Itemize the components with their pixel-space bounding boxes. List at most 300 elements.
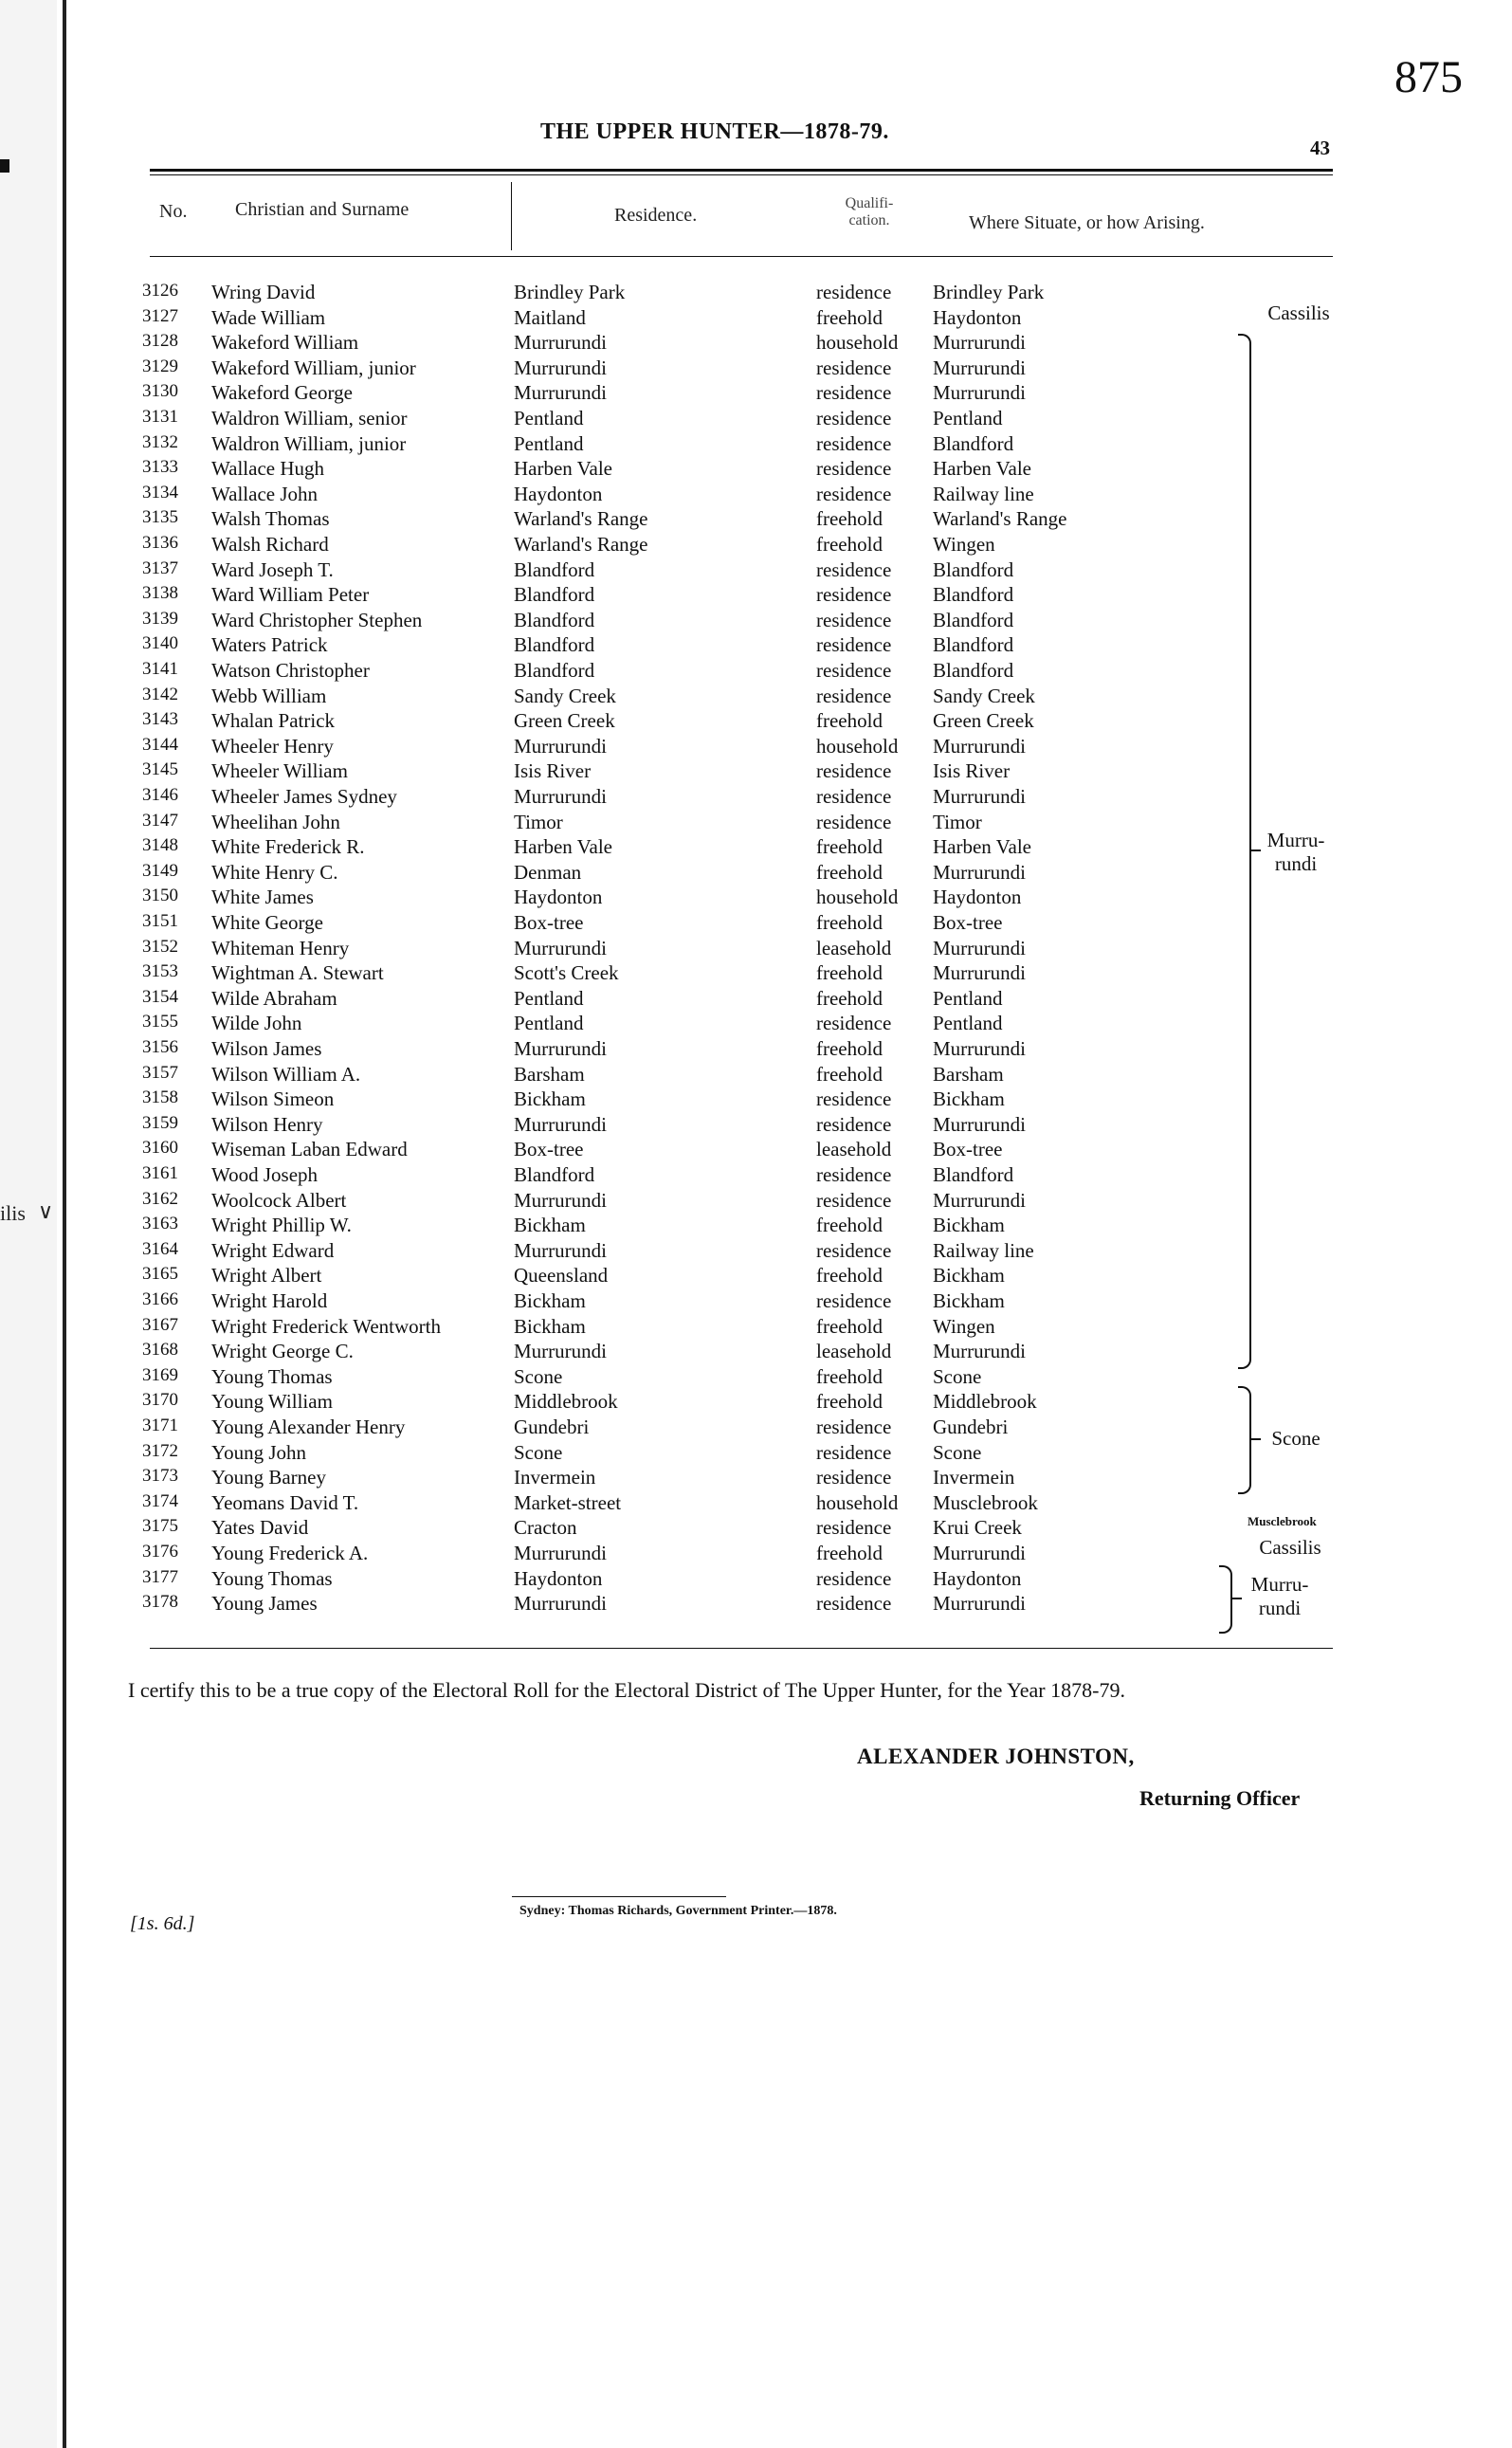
voter-number: 3172 [142, 1440, 178, 1461]
voter-name: Wallace Hugh [211, 457, 325, 481]
voter-qualification: residence [816, 759, 892, 783]
qualification-location: Blandford [933, 633, 1014, 657]
qualification-location: Bickham [933, 1264, 1005, 1288]
table-row [66, 331, 1232, 356]
qualification-location: Murrurundi [933, 1340, 1026, 1363]
qualification-location: Bickham [933, 1087, 1005, 1111]
voter-qualification: freehold [816, 911, 883, 934]
voter-name: Wakeford William [211, 331, 359, 355]
voter-name: White Frederick R. [211, 835, 365, 859]
voter-residence: Blandford [514, 608, 595, 631]
voter-residence: Maitland [514, 305, 586, 329]
voter-residence: Warland's Range [514, 507, 648, 531]
table-row [66, 659, 1232, 685]
running-head: THE UPPER HUNTER—1878-79. [540, 119, 889, 144]
voter-number: 3126 [142, 281, 178, 301]
voter-number: 3134 [142, 482, 178, 502]
group-label-murrurundi-2-b: rundi [1258, 1597, 1302, 1619]
voter-number: 3177 [142, 1566, 178, 1587]
voter-name: Young Frederick A. [211, 1542, 369, 1564]
voter-name: Wilson Simeon [211, 1087, 335, 1111]
group-brace-murrurundi-1 [1238, 334, 1251, 1369]
table-row [66, 1441, 1232, 1467]
qualification-location: Gundebri [933, 1416, 1009, 1438]
voter-number: 3167 [142, 1314, 178, 1335]
voter-name: Woolcock Albert [211, 1188, 347, 1212]
voter-residence: Murrurundi [514, 785, 607, 808]
table-row [66, 1516, 1232, 1542]
qualification-location: Blandford [933, 557, 1014, 581]
voter-qualification: leasehold [816, 936, 892, 959]
table-row [66, 1390, 1232, 1416]
voter-qualification: residence [816, 482, 892, 505]
voter-name: White Henry C. [211, 860, 338, 884]
voter-qualification: freehold [816, 709, 883, 733]
voter-residence: Murrurundi [514, 1238, 607, 1262]
voter-name: Waldron William, senior [211, 407, 408, 429]
table-row [66, 457, 1232, 483]
voter-number: 3168 [142, 1340, 178, 1361]
qualification-location: Middlebrook [933, 1390, 1037, 1414]
qualification-location: Pentland [933, 986, 1003, 1010]
table-row [66, 1214, 1232, 1239]
voter-qualification: residence [816, 1087, 892, 1111]
voter-name: Wade William [211, 305, 326, 329]
voter-number: 3164 [142, 1238, 178, 1259]
voter-residence: Murrurundi [514, 1542, 607, 1564]
voter-residence: Queensland [514, 1264, 609, 1288]
voter-qualification: residence [816, 1112, 892, 1136]
voter-number: 3131 [142, 407, 178, 427]
table-row [66, 911, 1232, 937]
voter-name: Wright Harold [211, 1289, 328, 1312]
voter-qualification: household [816, 1490, 899, 1514]
voter-residence: Harben Vale [514, 835, 612, 859]
table-row [66, 785, 1232, 811]
voter-name: Wheelihan John [211, 810, 340, 833]
voter-qualification: household [816, 734, 899, 758]
voter-residence: Murrurundi [514, 1592, 607, 1616]
voter-name: Young James [211, 1592, 318, 1616]
voter-number: 3153 [142, 961, 178, 982]
voter-residence: Harben Vale [514, 457, 612, 481]
voter-qualification: freehold [816, 986, 883, 1010]
voter-qualification: residence [816, 810, 892, 833]
qualification-location: Bickham [933, 1214, 1005, 1237]
qualification-location: Scone [933, 1440, 982, 1464]
table-row [66, 1315, 1232, 1341]
voter-qualification: freehold [816, 1264, 883, 1288]
voter-qualification: residence [816, 684, 892, 707]
voter-residence: Haydonton [514, 482, 603, 505]
voter-name: Wiseman Laban Edward [211, 1138, 408, 1161]
voter-name: Wring David [211, 281, 316, 303]
table-row [66, 1416, 1232, 1441]
voter-qualification: freehold [816, 860, 883, 884]
voter-residence: Scott's Creek [514, 961, 619, 985]
voter-qualification: residence [816, 1012, 892, 1035]
qualification-location: Murrurundi [933, 936, 1026, 959]
voter-qualification: leasehold [816, 1138, 892, 1161]
voter-name: Young William [211, 1390, 333, 1414]
table-row [66, 407, 1232, 432]
voter-name: Wilde John [211, 1012, 302, 1035]
voter-number: 3176 [142, 1542, 178, 1562]
table-row [66, 432, 1232, 458]
table-row [66, 1365, 1232, 1391]
group-brace-tip-murrurundi-1 [1251, 849, 1261, 851]
voter-residence: Timor [514, 810, 563, 833]
voter-residence: Middlebrook [514, 1390, 618, 1414]
voter-residence: Bickham [514, 1214, 586, 1237]
voter-qualification: residence [816, 1566, 892, 1590]
voter-name: Wright Phillip W. [211, 1214, 352, 1237]
table-row [66, 1239, 1232, 1265]
table-row [66, 1264, 1232, 1289]
voter-number: 3141 [142, 659, 178, 679]
table-row [66, 709, 1232, 735]
voter-qualification: household [816, 331, 899, 355]
header-top-rule [150, 169, 1333, 172]
certification-statement: I certify this to be a true copy of the Electoral Roll for the Electoral District of The Upper Hunter, for the Year 1878-79. [128, 1678, 1125, 1702]
qualification-location: Blandford [933, 583, 1014, 607]
voter-number: 3170 [142, 1390, 178, 1411]
voter-residence: Bickham [514, 1314, 586, 1338]
table-row [66, 1063, 1232, 1088]
voter-qualification: residence [816, 1516, 892, 1540]
qualification-location: Pentland [933, 1012, 1003, 1035]
voter-qualification: residence [816, 381, 892, 405]
voter-qualification: freehold [816, 1542, 883, 1564]
voter-residence: Pentland [514, 407, 584, 429]
qualification-location: Invermein [933, 1466, 1015, 1489]
qualification-location: Murrurundi [933, 785, 1026, 808]
voter-qualification: residence [816, 1188, 892, 1212]
column-header-qualification: Qualifi- cation. [845, 195, 894, 228]
column-header-name: Christian and Surname [235, 199, 410, 220]
voter-name: Walsh Richard [211, 533, 329, 556]
qualification-location: Blandford [933, 608, 1014, 631]
voter-residence: Green Creek [514, 709, 615, 733]
voter-name: Ward Joseph T. [211, 557, 334, 581]
qualification-location: Scone [933, 1364, 982, 1388]
facing-page-edge [0, 0, 63, 2448]
voter-number: 3152 [142, 936, 178, 957]
voter-qualification: residence [816, 407, 892, 429]
table-row [66, 1113, 1232, 1139]
qualification-location: Murrurundi [933, 331, 1026, 355]
voter-name: Wright Edward [211, 1238, 335, 1262]
voter-qualification: residence [816, 281, 892, 303]
voter-qualification: residence [816, 1592, 892, 1616]
voter-residence: Bickham [514, 1289, 586, 1312]
voter-name: Wheeler James Sydney [211, 785, 397, 808]
voter-residence: Murrurundi [514, 1037, 607, 1060]
voter-number: 3138 [142, 583, 178, 604]
voter-number: 3146 [142, 785, 178, 805]
table-row [66, 1138, 1232, 1163]
group-brace-murrurundi-2 [1219, 1565, 1232, 1634]
voter-name: Wightman A. Stewart [211, 961, 384, 985]
voter-residence: Bickham [514, 1087, 586, 1111]
column-header-no: No. [159, 201, 188, 222]
voter-residence: Sandy Creek [514, 684, 616, 707]
imprint-rule [512, 1896, 726, 1897]
voter-residence: Scone [514, 1440, 563, 1464]
voter-number: 3174 [142, 1490, 178, 1511]
voter-qualification: residence [816, 457, 892, 481]
voter-name: Yeomans David T. [211, 1490, 359, 1514]
column-header-residence: Residence. [614, 205, 698, 226]
table-row [66, 811, 1232, 836]
table-row [66, 1340, 1232, 1365]
voter-name: Ward William Peter [211, 583, 370, 607]
voter-qualification: freehold [816, 507, 883, 531]
group-label-murrurundi-1-a: Murru- [1266, 829, 1325, 851]
voter-residence: Blandford [514, 583, 595, 607]
table-row [66, 1037, 1232, 1063]
voter-number: 3155 [142, 1012, 178, 1032]
voter-residence: Blandford [514, 659, 595, 682]
voter-number: 3160 [142, 1138, 178, 1159]
voter-number: 3158 [142, 1087, 178, 1108]
voter-qualification: residence [816, 633, 892, 657]
table-row [66, 1189, 1232, 1215]
voter-qualification: residence [816, 785, 892, 808]
voter-number: 3136 [142, 533, 178, 553]
voter-residence: Market-street [514, 1490, 622, 1514]
table-row [66, 937, 1232, 962]
voter-residence: Murrurundi [514, 936, 607, 959]
table-row [66, 507, 1232, 533]
signer-name: ALEXANDER JOHNSTON, [857, 1745, 1135, 1768]
voter-number: 3132 [142, 431, 178, 452]
header-column-divider [511, 182, 512, 250]
header-top-rule-thin [150, 174, 1333, 175]
group-label-murrurundi-2-a: Murru- [1250, 1573, 1309, 1596]
voter-residence: Box-tree [514, 1138, 584, 1161]
voter-residence: Murrurundi [514, 1112, 607, 1136]
voter-name: Whiteman Henry [211, 936, 350, 959]
voter-residence: Murrurundi [514, 331, 607, 355]
voter-number: 3148 [142, 835, 178, 856]
table-row [66, 1491, 1232, 1517]
qualification-location: Murrurundi [933, 1542, 1026, 1564]
voter-residence: Barsham [514, 1062, 585, 1086]
table-row [66, 281, 1232, 306]
voter-number: 3175 [142, 1516, 178, 1537]
voter-qualification: freehold [816, 533, 883, 556]
voter-name: Watson Christopher [211, 659, 370, 682]
voter-qualification: freehold [816, 835, 883, 859]
qualification-location: Murrurundi [933, 381, 1026, 405]
table-row [66, 1087, 1232, 1113]
voter-name: Young Thomas [211, 1364, 333, 1388]
table-row [66, 1542, 1232, 1567]
voter-number: 3139 [142, 608, 178, 629]
table-row [66, 1466, 1232, 1491]
qualification-location: Blandford [933, 659, 1014, 682]
voter-qualification: residence [816, 1466, 892, 1489]
price: [1s. 6d.] [130, 1913, 195, 1934]
voter-name: Webb William [211, 684, 327, 707]
voter-residence: Murrurundi [514, 1340, 607, 1363]
voter-number: 3135 [142, 507, 178, 528]
voter-number: 3144 [142, 734, 178, 755]
voter-number: 3156 [142, 1037, 178, 1057]
voter-residence: Murrurundi [514, 356, 607, 379]
voter-name: Ward Christopher Stephen [211, 608, 423, 631]
voter-residence: Blandford [514, 633, 595, 657]
qualification-location: Wingen [933, 533, 995, 556]
qualification-location: Murrurundi [933, 1112, 1026, 1136]
table-row [66, 356, 1232, 382]
table-row [66, 558, 1232, 584]
column-header-where: Where Situate, or how Arising. [969, 212, 1205, 233]
voter-name: Whalan Patrick [211, 709, 336, 733]
voter-qualification: residence [816, 1289, 892, 1312]
qualification-location: Green Creek [933, 709, 1034, 733]
voter-name: Wilson James [211, 1037, 322, 1060]
table-row [66, 483, 1232, 508]
voter-residence: Haydonton [514, 1566, 603, 1590]
voter-number: 3157 [142, 1062, 178, 1083]
qualification-location: Harben Vale [933, 457, 1031, 481]
voter-number: 3133 [142, 457, 178, 478]
voter-residence: Blandford [514, 557, 595, 581]
qualification-location: Box-tree [933, 1138, 1003, 1161]
qualification-location: Haydonton [933, 305, 1022, 329]
group-label-scone: Scone [1271, 1427, 1321, 1450]
voter-number: 3165 [142, 1264, 178, 1285]
table-row [66, 533, 1232, 558]
table-row [66, 735, 1232, 760]
qualification-location: Warland's Range [933, 507, 1067, 531]
voter-number: 3154 [142, 986, 178, 1007]
table-row [66, 759, 1232, 785]
voter-name: Young Thomas [211, 1566, 333, 1590]
voter-name: Wilde Abraham [211, 986, 337, 1010]
voter-residence: Cracton [514, 1516, 577, 1540]
group-brace-scone [1238, 1386, 1251, 1494]
table-row [66, 886, 1232, 911]
voter-qualification: freehold [816, 1037, 883, 1060]
group-label-cassilis-top: Cassilis [1267, 301, 1330, 324]
table-row [66, 835, 1232, 861]
voter-name: White James [211, 886, 314, 909]
voter-name: Yates David [211, 1516, 309, 1540]
voter-number: 3149 [142, 860, 178, 881]
table-row [66, 1289, 1232, 1315]
voter-residence: Warland's Range [514, 533, 648, 556]
table-row [66, 1163, 1232, 1189]
voter-residence: Invermein [514, 1466, 596, 1489]
group-brace-tip-scone [1251, 1438, 1261, 1440]
voter-qualification: freehold [816, 961, 883, 985]
table-row [66, 1012, 1232, 1037]
voter-number: 3130 [142, 381, 178, 402]
voter-name: Waters Patrick [211, 633, 328, 657]
voter-number: 3142 [142, 684, 178, 704]
qualification-location: Haydonton [933, 1566, 1022, 1590]
voter-name: Wood Joseph [211, 1163, 319, 1186]
voter-qualification: residence [816, 1440, 892, 1464]
voter-number: 3147 [142, 810, 178, 831]
voter-qualification: leasehold [816, 1340, 892, 1363]
facing-page-mark [0, 159, 9, 173]
qualification-location: Haydonton [933, 886, 1022, 909]
voter-residence: Pentland [514, 1012, 584, 1035]
qualification-location: Bickham [933, 1289, 1005, 1312]
printer-imprint: Sydney: Thomas Richards, Government Printer.—1878. [519, 1904, 837, 1918]
voter-name: Waldron William, junior [211, 431, 407, 455]
qualification-location: Murrurundi [933, 734, 1026, 758]
voter-name: Wheeler Henry [211, 734, 334, 758]
group-brace-tip-murrurundi-2 [1232, 1598, 1242, 1599]
voter-name: Wilson Henry [211, 1112, 323, 1136]
voter-residence: Pentland [514, 986, 584, 1010]
qualification-location: Timor [933, 810, 982, 833]
table-row [66, 1592, 1232, 1617]
page-number: 43 [1310, 137, 1330, 159]
voter-name: Wallace John [211, 482, 319, 505]
voter-number: 3151 [142, 911, 178, 931]
voter-qualification: freehold [816, 1314, 883, 1338]
voter-qualification: household [816, 886, 899, 909]
table-row [66, 987, 1232, 1013]
qualification-location: Murrurundi [933, 356, 1026, 379]
table-row [66, 583, 1232, 609]
voter-residence: Haydonton [514, 886, 603, 909]
qualification-location: Murrurundi [933, 1592, 1026, 1616]
group-label-murrurundi-1-b: rundi [1274, 852, 1318, 875]
voter-name: Wright George C. [211, 1340, 354, 1363]
document-page [63, 0, 1512, 2448]
facing-page-fragment: ilis [0, 1201, 26, 1225]
voter-qualification: residence [816, 1238, 892, 1262]
qualification-location: Railway line [933, 1238, 1034, 1262]
voter-number: 3169 [142, 1364, 178, 1385]
voter-number: 3128 [142, 331, 178, 352]
voter-number: 3137 [142, 557, 178, 578]
group-label-musclebrook: Musclebrook [1248, 1514, 1317, 1528]
voter-qualification: residence [816, 583, 892, 607]
voter-residence: Murrurundi [514, 1188, 607, 1212]
qualification-location: Blandford [933, 431, 1014, 455]
voter-number: 3161 [142, 1163, 178, 1183]
voter-number: 3127 [142, 305, 178, 326]
voter-residence: Pentland [514, 431, 584, 455]
voter-number: 3143 [142, 709, 178, 730]
voter-qualification: residence [816, 557, 892, 581]
group-label-cassilis-bottom: Cassilis [1259, 1536, 1321, 1559]
voter-name: Young Barney [211, 1466, 326, 1489]
qualification-location: Isis River [933, 759, 1011, 783]
table-row [66, 633, 1232, 659]
voter-qualification: residence [816, 608, 892, 631]
qualification-location: Krui Creek [933, 1516, 1022, 1540]
header-bottom-rule [150, 256, 1333, 257]
qualification-location: Murrurundi [933, 961, 1026, 985]
voter-qualification: freehold [816, 305, 883, 329]
voter-number: 3150 [142, 886, 178, 906]
voter-qualification: residence [816, 356, 892, 379]
qualification-location: Harben Vale [933, 835, 1031, 859]
voter-residence: Brindley Park [514, 281, 626, 303]
voter-residence: Murrurundi [514, 734, 607, 758]
voter-qualification: freehold [816, 1062, 883, 1086]
qualification-location: Wingen [933, 1314, 995, 1338]
